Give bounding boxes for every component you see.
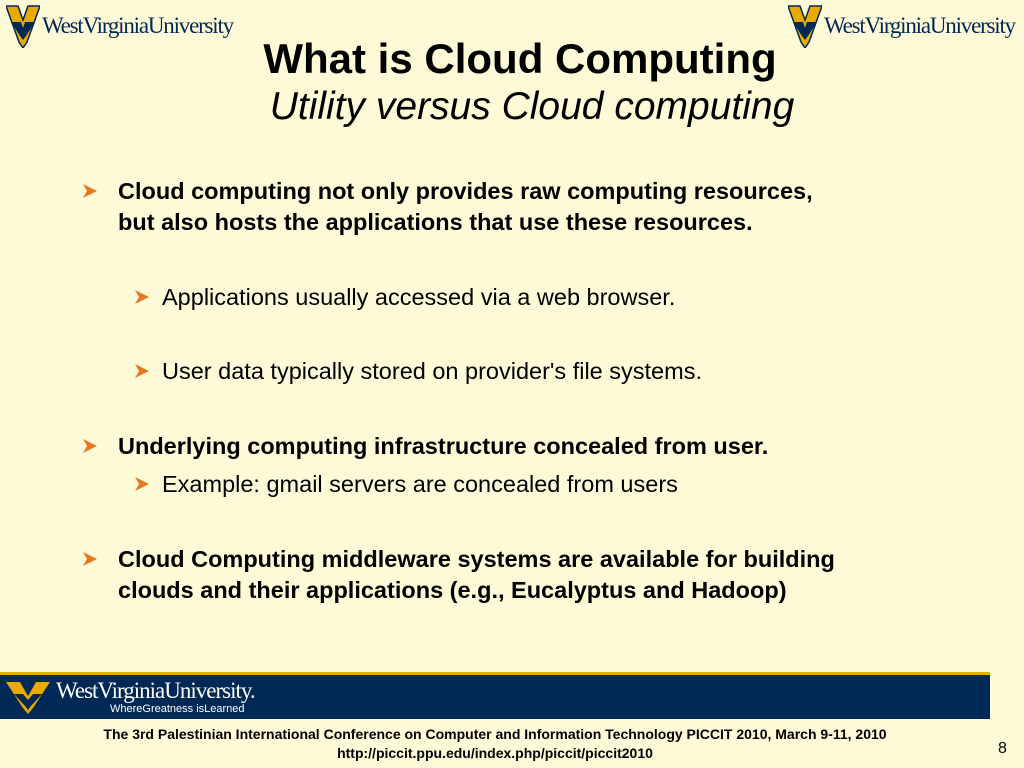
bullet-line: Applications usually accessed via a web browser. bbox=[162, 284, 676, 310]
conference-line: The 3rd Palestinian International Conference on Computer and Information Technology PICCIT 2010, March 9-11, 2010 bbox=[103, 726, 887, 742]
arrow-bullet-icon bbox=[134, 476, 150, 492]
wvu-logo-left-text: WestVirginiaUniversity bbox=[42, 13, 233, 38]
arrow-bullet-icon bbox=[82, 551, 98, 567]
arrow-bullet-icon bbox=[134, 289, 150, 305]
footer-banner bbox=[0, 672, 990, 719]
bullet-item bbox=[82, 544, 835, 606]
sub-bullet-item bbox=[134, 282, 675, 313]
bullet-line: User data typically stored on provider's file systems. bbox=[162, 358, 702, 384]
wvu-logo-right-text: WestVirginiaUniversity bbox=[824, 13, 1015, 38]
conference-url[interactable]: http://piccit.ppu.edu/index.php/piccit/piccit2010 bbox=[337, 745, 653, 761]
sub-bullet-item bbox=[134, 356, 702, 387]
bullet-item bbox=[82, 176, 813, 238]
slide-title bbox=[0, 34, 1024, 130]
bullet-line: but also hosts the applications that use these resources. bbox=[118, 209, 753, 235]
footer-logo-name: WestVirginiaUniversity. bbox=[56, 678, 255, 703]
page-subtitle: Utility versus Cloud computing bbox=[269, 85, 795, 128]
footer-tagline: WhereGreatness isLearned bbox=[110, 703, 245, 715]
arrow-bullet-icon bbox=[134, 363, 150, 379]
bullet-line: Example: gmail servers are concealed from users bbox=[162, 471, 678, 497]
bullet-line: clouds and their applications (e.g., Eucalyptus and Hadoop) bbox=[118, 577, 787, 603]
wvu-footer-logo bbox=[6, 679, 255, 715]
bullet-line: Underlying computing infrastructure concealed from user. bbox=[118, 433, 769, 459]
page-number: 8 bbox=[998, 740, 1007, 757]
wv-flying-wv-icon bbox=[6, 680, 50, 714]
bullet-item bbox=[82, 431, 768, 462]
arrow-bullet-icon bbox=[82, 438, 98, 454]
bullet-line: Cloud Computing middleware systems are available for building bbox=[118, 546, 835, 572]
sub-bullet-item bbox=[134, 469, 678, 500]
arrow-bullet-icon bbox=[82, 183, 98, 199]
bullet-line: Cloud computing not only provides raw computing resources, bbox=[118, 178, 813, 204]
page-title: What is Cloud Computing bbox=[263, 35, 777, 82]
footer-text bbox=[0, 725, 990, 763]
